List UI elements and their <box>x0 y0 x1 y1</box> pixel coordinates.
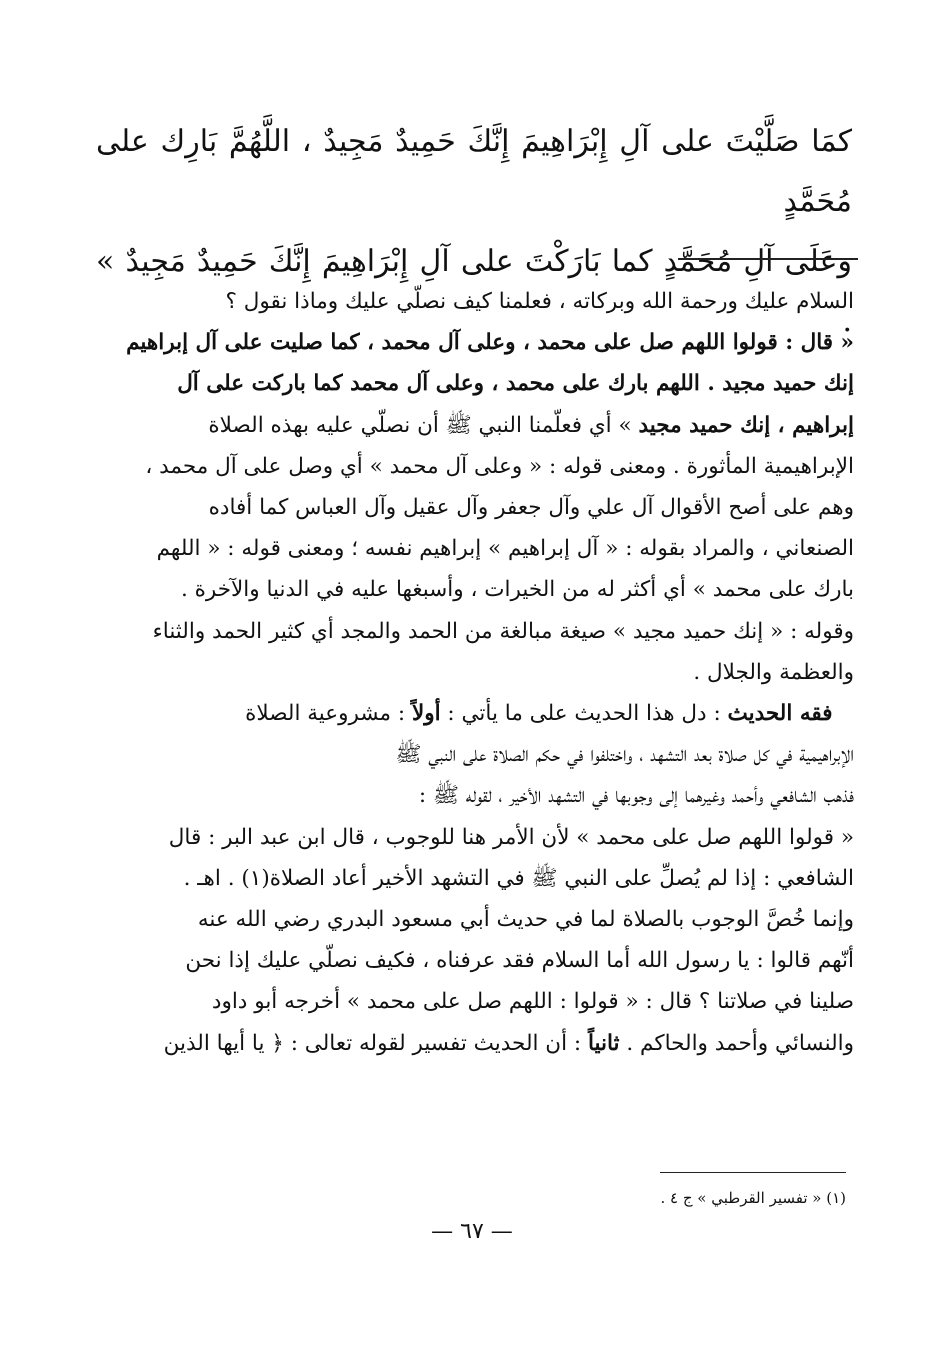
text-line <box>100 693 854 734</box>
text-line-bold: إنك حميد مجيد . اللهم بارك على محمد ، وعلى آل محمد كما باركت على آل <box>177 371 854 397</box>
bold-phrase: أولاً <box>411 701 441 727</box>
plain-phrase: : أن الحديث تفسير لقوله تعالى : ﴿ يا أيها الذين <box>163 1030 588 1056</box>
dua-line-2: وعَلَى آلِ مُحَمَّدٍ كما بَارَكْتَ على آلِ إِبْرَاهِيمَ إِنَّكَ حَمِيدٌ مَجِيدٌ » . <box>96 244 852 339</box>
heading-fiqh-al-hadith: فقه الحديث <box>727 701 833 727</box>
footnote-divider <box>660 1172 846 1173</box>
text-line: وقوله : « إنك حميد مجيد » صيغة مبالغة من الحمد والمجد أي كثير الحمد والثناء <box>152 618 854 644</box>
text-line: الإبراهيمية المأثورة . ومعنى قوله : « وعلى آل محمد » أي وصل على آل محمد ، <box>145 453 854 479</box>
bold-phrase: ثانياً <box>587 1030 620 1056</box>
footnote: (١) « تفسير القرطبي » ج ٤ . <box>660 1189 846 1207</box>
text-line: وهم على أصح الأقوال آل علي وآل جعفر وآل عقيل وآل العباس كما أفاده <box>208 495 854 521</box>
text-line <box>100 1023 854 1064</box>
text-line: صلينا في صلاتنا ؟ قال : « قولوا : اللهم صل على محمد » أخرجه أبو داود <box>211 989 854 1015</box>
plain-phrase: » أي فعلّمنا النبي ﷺ أن نصلّي عليه بهذه الصلاة <box>208 412 639 438</box>
text-line: والعظمة والجلال . <box>693 659 854 685</box>
plain-phrase: : دل هذا الحديث على ما يأتي : <box>440 701 728 727</box>
section-divider <box>678 258 858 260</box>
text-line-bold: « قال : قولوا اللهم صل على محمد ، وعلى آل محمد ، كما صليت على آل إبراهيم <box>126 330 854 356</box>
text-line: الإبراهيمية في كل صلاة بعد التشهد ، واختلفوا في حكم الصلاة على النبي ﷺ <box>395 742 854 768</box>
dua-line-1: كمَا صَلَّيْتَ على آلِ إِبْرَاهِيمَ إِنَّكَ حَمِيدٌ مَجِيدٌ ، اللَّهُمَّ بَارِك على مُحَمَّدٍ <box>96 124 852 219</box>
text-line: الشافعي : إذا لم يُصلِّ على النبي ﷺ في التشهد الأخير أعاد الصلاة(١) . اهـ . <box>183 865 854 891</box>
plain-phrase: : مشروعية الصلاة <box>245 701 412 727</box>
text-line: الصنعاني ، والمراد بقوله : « آل إبراهيم » إبراهيم نفسه ؛ ومعنى قوله : « اللهم <box>156 536 854 562</box>
plain-phrase: والنسائي وأحمد والحاكم . <box>619 1030 854 1056</box>
text-line: وإنما خُصَّ الوجوب بالصلاة لما في حديث أبي مسعود البدري رضي الله عنه <box>197 907 854 933</box>
text-line: السلام عليك ورحمة الله وبركاته ، فعلمنا كيف نصلّي عليك وماذا نقول ؟ <box>225 289 854 314</box>
bold-phrase: إبراهيم ، إنك حميد مجيد <box>638 412 854 438</box>
page-number: — ٦٧ — <box>431 1219 513 1244</box>
text-line: أنّهم قالوا : يا رسول الله أما السلام فقد عرفناه ، فكيف نصلّي عليك إذا نحن <box>185 948 854 974</box>
commentary-text <box>100 281 854 1064</box>
text-line: « قولوا اللهم صل على محمد » لأن الأمر هنا للوجوب ، قال ابن عبد البر : قال <box>168 824 854 850</box>
text-line: فذهب الشافعي وأحمد وغيرهما إلى وجوبها في التشهد الأخير ، لقوله ﷺ : <box>418 783 854 809</box>
text-line: بارك على محمد » أي أكثر له من الخيرات ، وأسبغها عليه في الدنيا والآخرة . <box>180 577 854 603</box>
text-line <box>100 405 854 446</box>
